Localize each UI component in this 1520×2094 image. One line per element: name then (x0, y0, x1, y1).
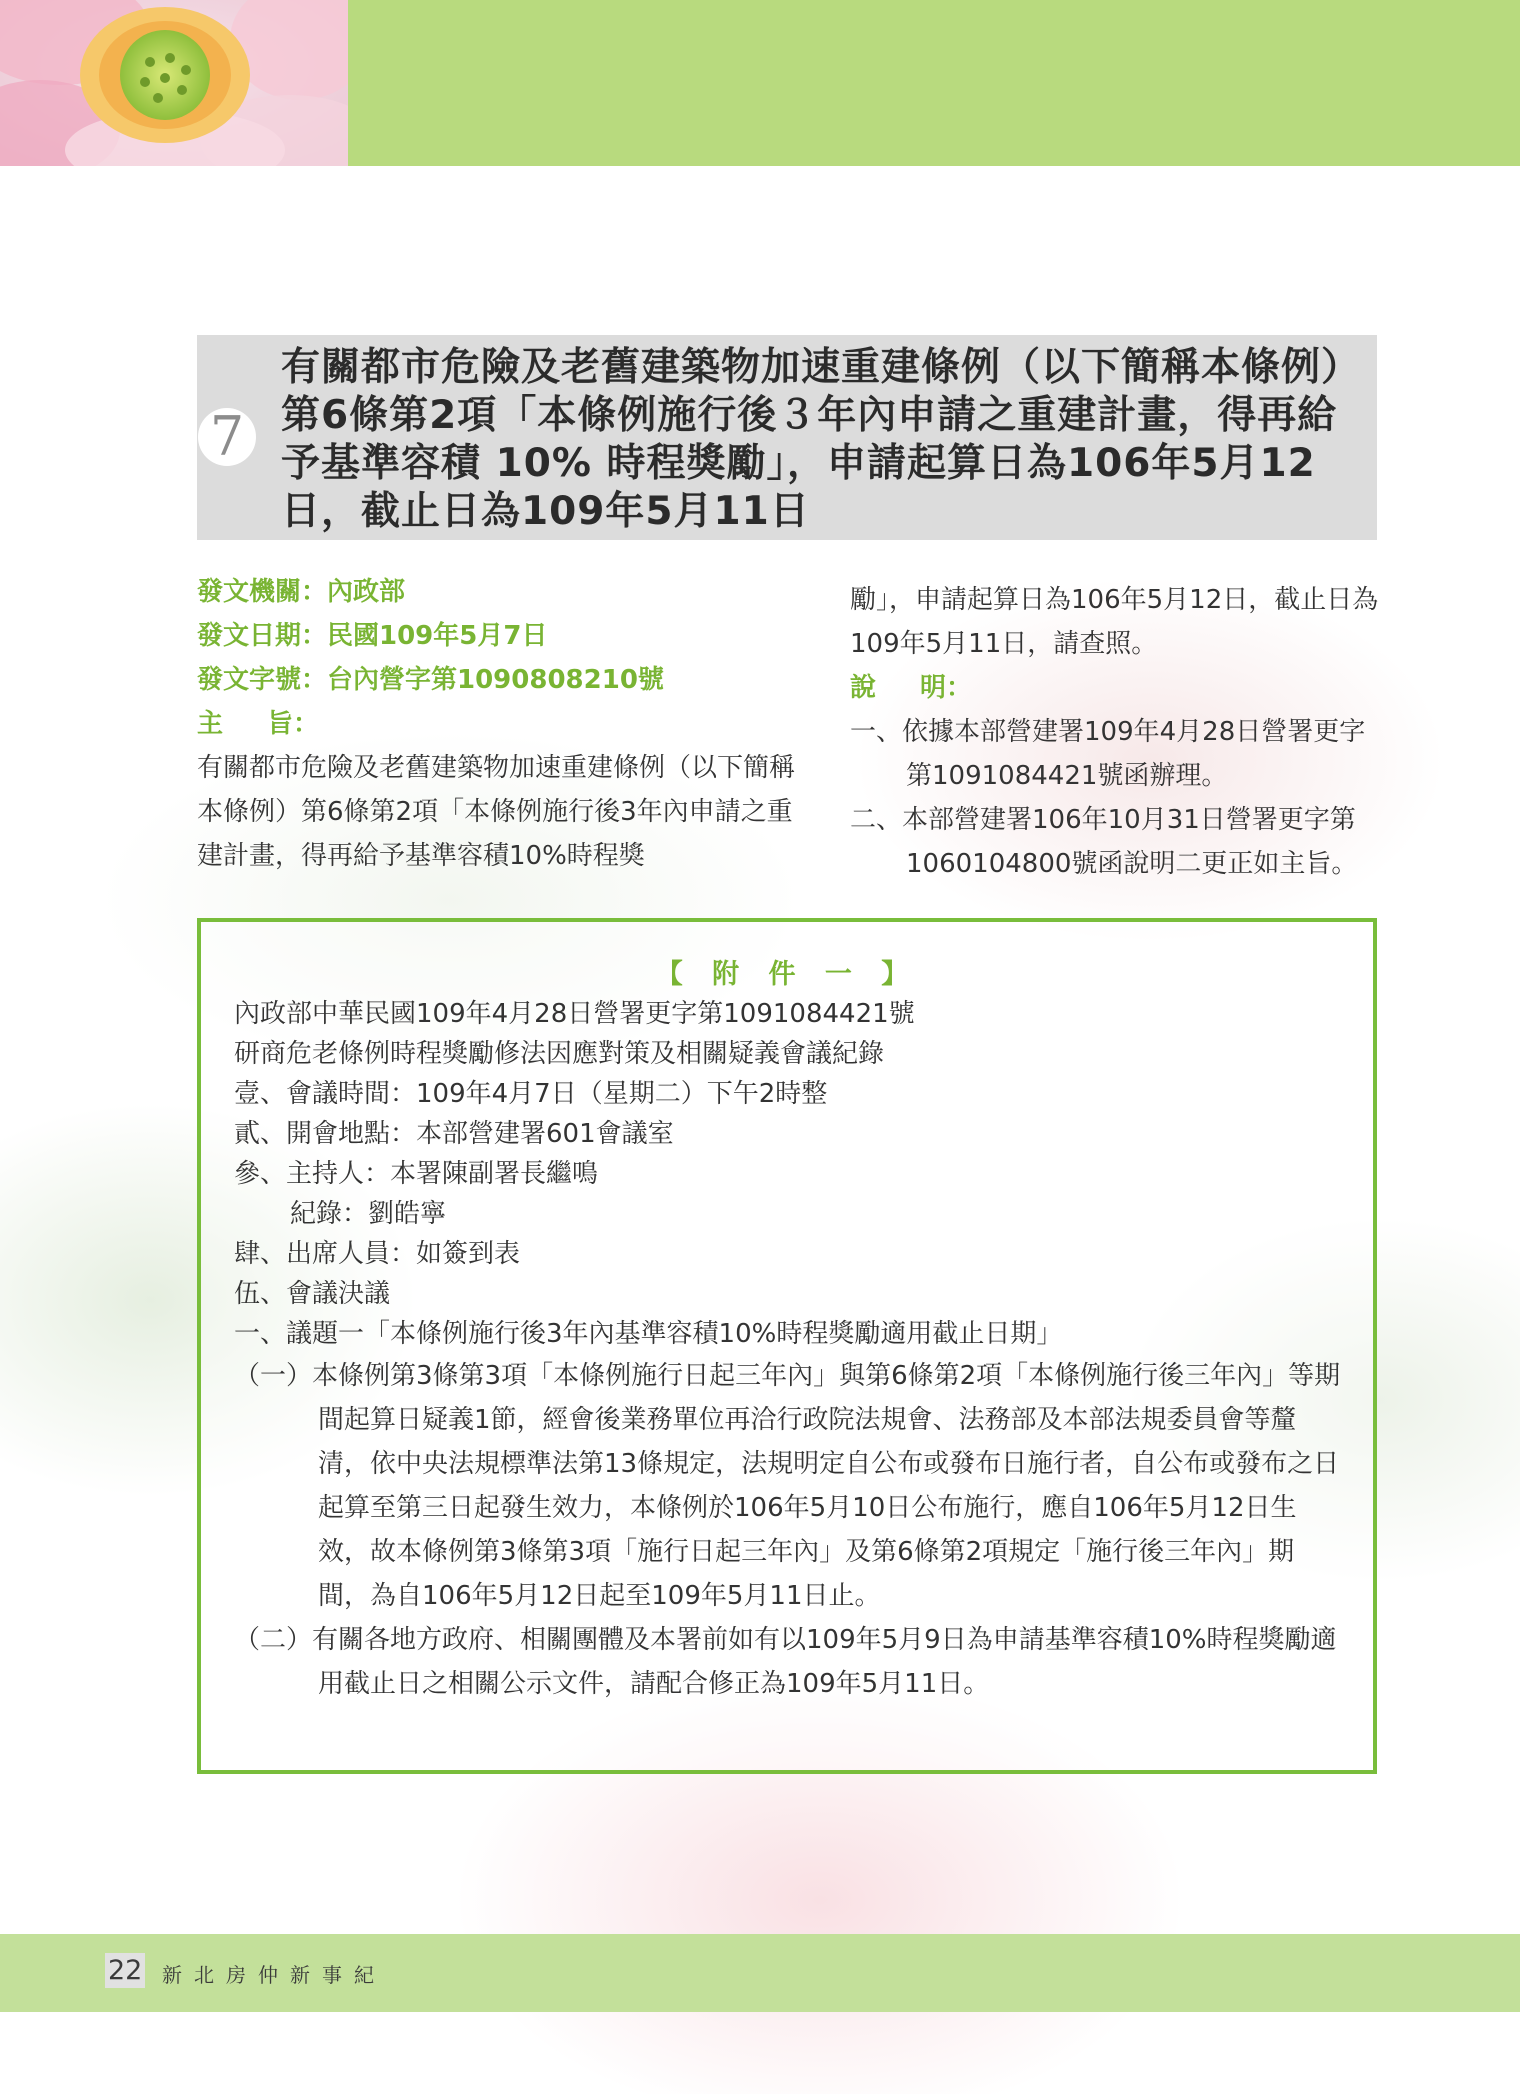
lotus-flower-image (0, 0, 348, 166)
page-number: 22 (105, 1953, 145, 1988)
left-column (197, 570, 807, 878)
issue-date: 發文日期：民國109年5月7日 (197, 621, 548, 651)
explanation-item-1: 一、依據本部營建署109年4月28日營署更字第1091084421號函辦理。 (850, 717, 1366, 791)
right-column (850, 578, 1380, 886)
subject-label (197, 702, 807, 746)
explanation-label-part-2: 明： (920, 673, 973, 703)
attachment-line-7: 伍、會議決議 (234, 1279, 391, 1309)
attachment-line-6: 肆、出席人員：如簽到表 (234, 1239, 521, 1269)
issuing-agency: 發文機關：內政部 (197, 577, 406, 607)
attachment-line-3: 壹、會議時間：109年4月7日（星期二）下午2時整 (234, 1079, 828, 1109)
attachment-box (197, 918, 1377, 1774)
attachment-line-1: 內政部中華民國109年4月28日營署更字第1091084421號 (234, 999, 915, 1029)
explanation-label (850, 666, 1380, 710)
attachment-content (234, 994, 1344, 1706)
attachment-recorder: 紀錄：劉皓寧 (290, 1199, 447, 1229)
subject-text-left: 有關都市危險及老舊建築物加速重建條例（以下簡稱本條例）第6條第2項「本條例施行後3年內申請之重建計畫，得再給予基準容積10%時程獎 (197, 753, 796, 871)
explanation-label-part-1: 說 (850, 673, 877, 703)
magazine-name: 新北房仲新事紀 (162, 1963, 386, 1987)
subject-label-part-2: 旨： (267, 709, 320, 739)
attachment-paragraph-1: （一）本條例第3條第3項「本條例施行日起三年內」與第6條第2項「本條例施行後三年內」等期間起算日疑義1節，經會後業務單位再洽行政院法規會、法務部及本部法規委員會等釐清，依中央法規標準法第13條規定，法規明定自公布或發布日施行者，自公布或發布之日起算至第三日起發生效力，本條例於106年5月10日公布施行，應自106年5月12日生效，故本條例第3條第3項「施行日起三年內」及第6條第2項規定「施行後三年內」期間，為自106年5月12日起至109年5月11日止。 (234, 1361, 1341, 1611)
attachment-line-5: 參、主持人：本署陳副署長繼鳴 (234, 1159, 599, 1189)
attachment-paragraph-2: （二）有關各地方政府、相關團體及本署前如有以109年5月9日為申請基準容積10%時程獎勵適用截止日之相關公示文件，請配合修正為109年5月11日。 (234, 1625, 1337, 1699)
attachment-line-4: 貳、開會地點：本部營建署601會議室 (234, 1119, 674, 1149)
article-number-badge: 7 (198, 408, 256, 466)
article-title: 有關都市危險及老舊建築物加速重建條例（以下簡稱本條例）第6條第2項「本條例施行後３年內申請之重建計畫，得再給予基準容積 10% 時程獎勵」，申請起算日為106年5月12日，截止日為109年5月11日 (281, 345, 1342, 534)
subject-label-part-1: 主 (197, 709, 224, 739)
attachment-line-2: 研商危老條例時程獎勵修法因應對策及相關疑義會議紀錄 (234, 1039, 885, 1069)
attachment-line-8: 一、議題一「本條例施行後3年內基準容積10%時程獎勵適用截止日期」 (234, 1319, 1063, 1349)
document-number: 發文字號：台內營字第1090808210號 (197, 665, 664, 695)
subject-text-right: 勵」，申請起算日為106年5月12日，截止日為109年5月11日，請查照。 (850, 585, 1379, 659)
explanation-item-2: 二、本部營建署106年10月31日營署更字第1060104800號函說明二更正如主旨。 (850, 805, 1358, 879)
attachment-title: 【 附 件 一 】 (655, 959, 919, 990)
